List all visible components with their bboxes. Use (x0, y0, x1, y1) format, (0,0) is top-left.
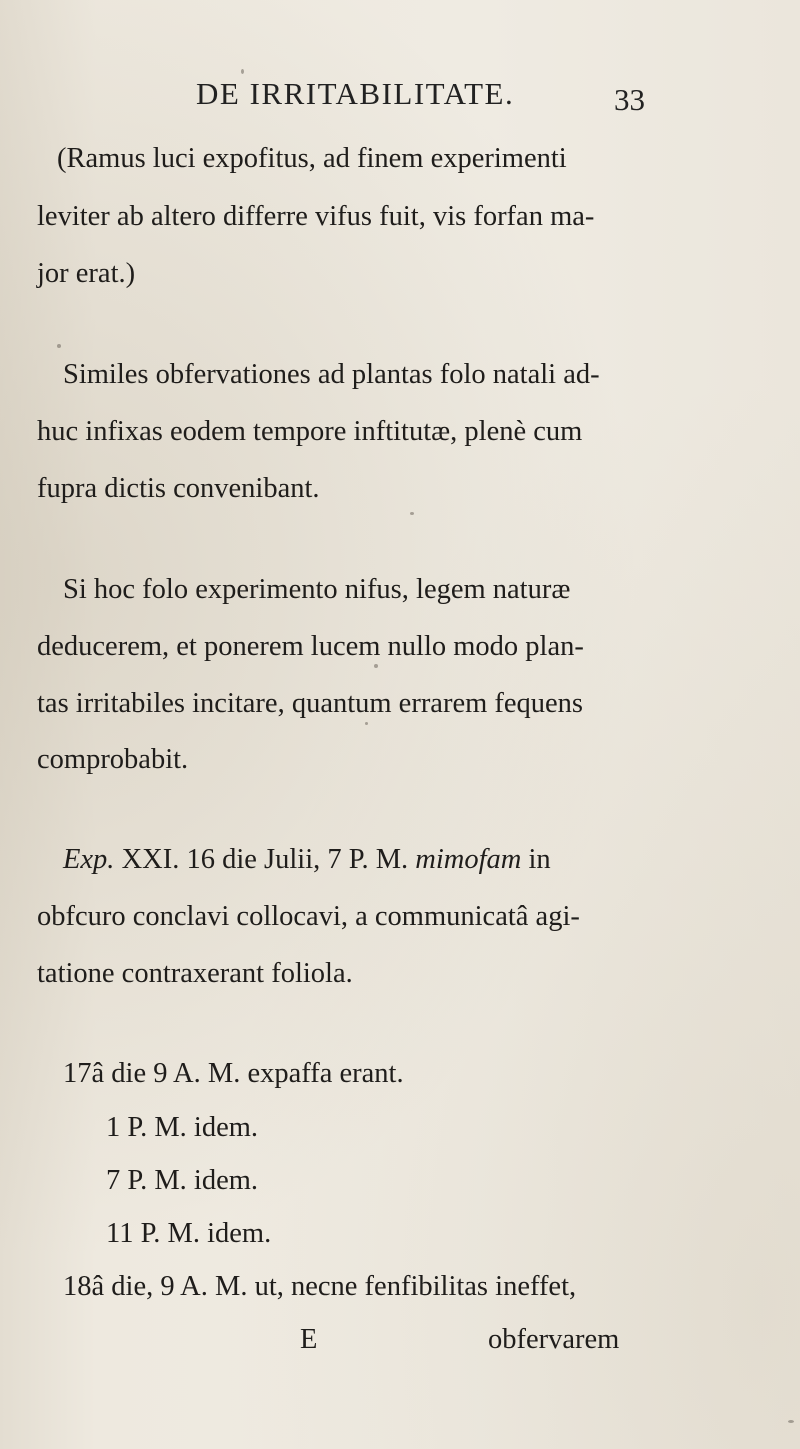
paper-speck (374, 664, 378, 668)
text-line: tas irritabiles incitare, quantum errarem fequens (37, 688, 584, 719)
text-line: (Ramus luci expofitus, ad finem experimenti (57, 143, 567, 174)
log-entry: 7 P. M. idem. (106, 1165, 259, 1196)
paper-speck (241, 69, 244, 74)
log-entry: 18â die, 9 A. M. ut, necne fenfibilitas ineffet, (63, 1271, 577, 1302)
log-entry: 1 P. M. idem. (106, 1112, 259, 1143)
log-entry: 11 P. M. idem. (106, 1218, 272, 1249)
mimofam-word: mimofam (415, 844, 522, 875)
text-line: Si hoc folo experimento nifus, legem naturæ (63, 574, 571, 605)
text-line: Similes obfervationes ad plantas folo natali ad- (63, 359, 600, 390)
text-line: jor erat.) (37, 258, 136, 289)
log-entry: 17â die 9 A. M. expaffa erant. (63, 1058, 404, 1089)
page-number: 33 (614, 82, 645, 117)
text-line: comprobabit. (37, 744, 189, 775)
catchword: obfervarem (488, 1324, 620, 1355)
text-line: fupra dictis convenibant. (37, 473, 320, 504)
text-line: huc infixas eodem tempore inftitutæ, plenè cum (37, 416, 583, 447)
text-line: deducerem, et ponerem lucem nullo modo plan- (37, 631, 584, 662)
signature-mark: E (300, 1324, 318, 1355)
paper-speck (365, 722, 368, 725)
running-head: DE IRRITABILITATE. (196, 76, 515, 111)
paper-speck (57, 344, 61, 348)
exp-label: Exp. (63, 844, 115, 875)
text-line: tatione contraxerant foliola. (37, 958, 353, 989)
text-line: leviter ab altero differre vifus fuit, vis forfan ma- (37, 201, 595, 232)
experiment-line: Exp. XXI. 16 die Julii, 7 P. M. mimofam in (63, 844, 551, 875)
paper-speck (410, 512, 414, 515)
text-line: obfcuro conclavi collocavi, a communicatâ agi- (37, 901, 580, 932)
paper-speck (788, 1420, 794, 1423)
